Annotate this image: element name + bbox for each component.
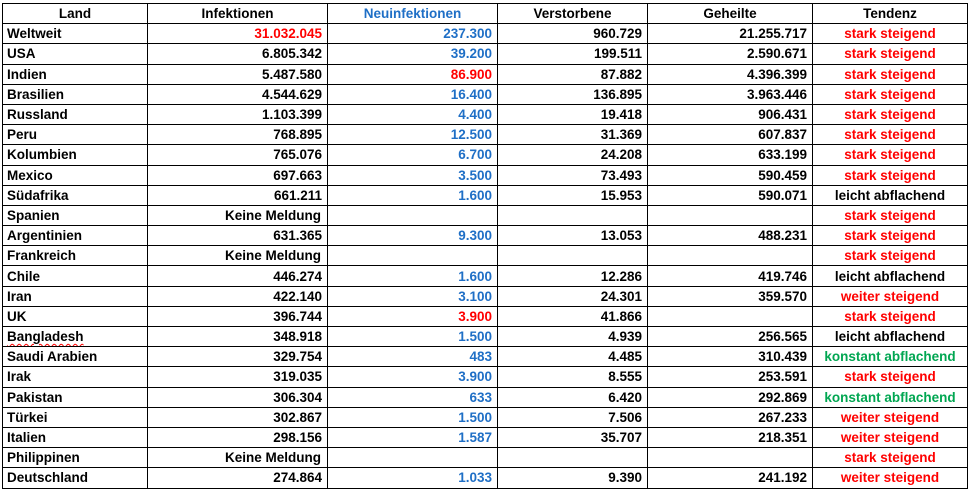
cell-verstorbene[interactable]: 15.953 [498,185,648,205]
cell-tendenz[interactable]: weiter steigend [813,407,968,427]
cell-land[interactable]: Iran [3,286,148,306]
cell-tendenz[interactable]: stark steigend [813,246,968,266]
header-tendenz[interactable]: Tendenz [813,4,968,24]
table-row [3,448,968,468]
cell-neuinfektionen[interactable] [328,448,498,468]
table-row [3,266,968,286]
cell-tendenz[interactable]: stark steigend [813,24,968,44]
cell-infektionen[interactable]: 31.032.045 [148,24,328,44]
cell-verstorbene[interactable]: 12.286 [498,266,648,286]
cell-neuinfektionen[interactable]: 6.700 [328,145,498,165]
cell-land-text: Bangladesh [7,329,84,345]
cell-verstorbene[interactable] [498,205,648,225]
table-row [3,407,968,427]
cell-infektionen[interactable]: 446.274 [148,266,328,286]
cell-tendenz[interactable]: weiter steigend [813,427,968,447]
cell-verstorbene[interactable]: 35.707 [498,427,648,447]
cell-neuinfektionen[interactable]: 3.900 [328,367,498,387]
cell-verstorbene[interactable] [498,246,648,266]
table-row [3,427,968,447]
cell-neuinfektionen[interactable]: 483 [328,347,498,367]
cell-geheilte[interactable]: 253.591 [648,367,813,387]
cell-neuinfektionen[interactable]: 3.900 [328,306,498,326]
cell-verstorbene[interactable]: 7.506 [498,407,648,427]
cell-neuinfektionen[interactable]: 1.587 [328,427,498,447]
table-row [3,286,968,306]
table-row [3,226,968,246]
cell-neuinfektionen[interactable]: 3.100 [328,286,498,306]
cell-verstorbene[interactable]: 199.511 [498,44,648,64]
table-row [3,165,968,185]
cell-geheilte[interactable]: 256.565 [648,327,813,347]
cell-infektionen[interactable]: 422.140 [148,286,328,306]
cell-verstorbene[interactable]: 19.418 [498,104,648,124]
cell-infektionen[interactable]: 329.754 [148,347,328,367]
cell-neuinfektionen[interactable]: 86.900 [328,64,498,84]
cell-land[interactable]: Pakistan [3,387,148,407]
table-row [3,306,968,326]
cell-neuinfektionen[interactable] [328,246,498,266]
cell-land[interactable]: Chile [3,266,148,286]
header-row [3,4,968,24]
cell-infektionen[interactable]: 6.805.342 [148,44,328,64]
table-row [3,24,968,44]
cell-infektionen[interactable]: 661.211 [148,185,328,205]
cell-land[interactable]: Irak [3,367,148,387]
cell-verstorbene[interactable]: 87.882 [498,64,648,84]
cell-infektionen[interactable]: 348.918 [148,327,328,347]
cell-tendenz[interactable]: stark steigend [813,367,968,387]
cell-infektionen[interactable]: 631.365 [148,226,328,246]
cell-tendenz[interactable]: weiter steigend [813,468,968,488]
cell-geheilte[interactable] [648,246,813,266]
table-row [3,387,968,407]
cell-verstorbene[interactable] [498,448,648,468]
cell-verstorbene[interactable]: 41.866 [498,306,648,326]
cell-tendenz[interactable]: stark steigend [813,145,968,165]
cell-geheilte[interactable]: 488.231 [648,226,813,246]
table-row [3,468,968,488]
cell-infektionen[interactable]: Keine Meldung [148,448,328,468]
cell-infektionen[interactable]: 768.895 [148,125,328,145]
table-row [3,347,968,367]
cell-tendenz[interactable]: leicht abflachend [813,327,968,347]
cell-infektionen[interactable]: 697.663 [148,165,328,185]
cell-tendenz[interactable]: stark steigend [813,205,968,225]
cell-geheilte[interactable]: 607.837 [648,125,813,145]
cell-geheilte[interactable]: 633.199 [648,145,813,165]
cell-infektionen[interactable]: 319.035 [148,367,328,387]
cell-verstorbene[interactable]: 13.053 [498,226,648,246]
cell-verstorbene[interactable]: 73.493 [498,165,648,185]
cell-land[interactable]: Philippinen [3,448,148,468]
cell-infektionen[interactable]: 4.544.629 [148,84,328,104]
header-verstorbene[interactable]: Verstorbene [498,4,648,24]
cell-tendenz[interactable]: leicht abflachend [813,266,968,286]
cell-tendenz[interactable]: stark steigend [813,165,968,185]
header-land[interactable]: Land [3,4,148,24]
table-row [3,246,968,266]
cell-neuinfektionen[interactable]: 3.500 [328,165,498,185]
table-row [3,104,968,124]
cell-geheilte[interactable]: 906.431 [648,104,813,124]
table-body [3,24,968,488]
table-row [3,64,968,84]
cell-land[interactable]: USA [3,44,148,64]
cell-tendenz[interactable]: konstant abflachend [813,347,968,367]
cell-infektionen[interactable]: 306.304 [148,387,328,407]
cell-land[interactable]: Weltweit [3,24,148,44]
cell-infektionen[interactable]: Keine Meldung [148,246,328,266]
cell-geheilte[interactable] [648,448,813,468]
cell-land[interactable]: Italien [3,427,148,447]
cell-tendenz[interactable]: stark steigend [813,84,968,104]
table-row [3,205,968,225]
cell-neuinfektionen[interactable]: 12.500 [328,125,498,145]
cell-tendenz[interactable]: stark steigend [813,226,968,246]
table-row [3,367,968,387]
cell-neuinfektionen[interactable]: 1.600 [328,185,498,205]
cell-land[interactable]: Spanien [3,205,148,225]
cell-geheilte[interactable]: 4.396.399 [648,64,813,84]
cell-geheilte[interactable]: 359.570 [648,286,813,306]
covid-statistics-table [2,3,968,489]
cell-geheilte[interactable]: 590.071 [648,185,813,205]
table-row [3,327,968,347]
cell-geheilte[interactable]: 292.869 [648,387,813,407]
cell-infektionen[interactable]: 298.156 [148,427,328,447]
cell-tendenz[interactable]: stark steigend [813,125,968,145]
cell-neuinfektionen[interactable]: 1.500 [328,407,498,427]
cell-verstorbene[interactable]: 136.895 [498,84,648,104]
cell-geheilte[interactable]: 241.192 [648,468,813,488]
table-row [3,125,968,145]
cell-neuinfektionen[interactable]: 16.400 [328,84,498,104]
cell-geheilte[interactable]: 419.746 [648,266,813,286]
cell-land[interactable]: Saudi Arabien [3,347,148,367]
cell-infektionen[interactable]: 5.487.580 [148,64,328,84]
cell-geheilte[interactable]: 21.255.717 [648,24,813,44]
cell-land[interactable]: Südafrika [3,185,148,205]
cell-land[interactable]: Türkei [3,407,148,427]
cell-infektionen[interactable]: Keine Meldung [148,205,328,225]
cell-verstorbene[interactable]: 9.390 [498,468,648,488]
cell-land[interactable]: Kolumbien [3,145,148,165]
table-row [3,145,968,165]
cell-verstorbene[interactable]: 31.369 [498,125,648,145]
cell-tendenz[interactable]: leicht abflachend [813,185,968,205]
cell-neuinfektionen[interactable]: 633 [328,387,498,407]
cell-tendenz[interactable]: stark steigend [813,64,968,84]
cell-land[interactable]: UK [3,306,148,326]
cell-neuinfektionen[interactable] [328,205,498,225]
cell-neuinfektionen[interactable]: 39.200 [328,44,498,64]
cell-land[interactable]: Deutschland [3,468,148,488]
cell-land[interactable]: Indien [3,64,148,84]
cell-neuinfektionen[interactable]: 1.500 [328,327,498,347]
cell-tendenz[interactable]: stark steigend [813,306,968,326]
cell-land[interactable]: Mexico [3,165,148,185]
cell-infektionen[interactable]: 302.867 [148,407,328,427]
cell-geheilte[interactable]: 2.590.671 [648,44,813,64]
cell-geheilte[interactable]: 590.459 [648,165,813,185]
cell-neuinfektionen[interactable]: 1.600 [328,266,498,286]
table-row [3,84,968,104]
cell-verstorbene[interactable]: 4.939 [498,327,648,347]
cell-tendenz[interactable]: stark steigend [813,44,968,64]
cell-land[interactable]: Peru [3,125,148,145]
cell-tendenz[interactable]: stark steigend [813,448,968,468]
header-neuinfektionen[interactable]: Neuinfektionen [328,4,498,24]
cell-infektionen[interactable]: 396.744 [148,306,328,326]
table-row [3,185,968,205]
cell-geheilte[interactable] [648,306,813,326]
cell-geheilte[interactable]: 218.351 [648,427,813,447]
cell-land[interactable]: Brasilien [3,84,148,104]
cell-infektionen[interactable]: 274.864 [148,468,328,488]
cell-verstorbene[interactable]: 4.485 [498,347,648,367]
cell-infektionen[interactable]: 765.076 [148,145,328,165]
table-row [3,44,968,64]
cell-land[interactable]: Russland [3,104,148,124]
cell-verstorbene[interactable]: 960.729 [498,24,648,44]
cell-neuinfektionen[interactable]: 9.300 [328,226,498,246]
cell-neuinfektionen[interactable]: 1.033 [328,468,498,488]
cell-verstorbene[interactable]: 24.208 [498,145,648,165]
cell-verstorbene[interactable]: 6.420 [498,387,648,407]
cell-land[interactable] [3,327,148,347]
cell-infektionen[interactable]: 1.103.399 [148,104,328,124]
header-infektionen[interactable]: Infektionen [148,4,328,24]
cell-tendenz[interactable]: weiter steigend [813,286,968,306]
spreadsheet [2,3,967,489]
cell-land[interactable]: Frankreich [3,246,148,266]
cell-geheilte[interactable] [648,205,813,225]
cell-verstorbene[interactable]: 24.301 [498,286,648,306]
cell-geheilte[interactable]: 3.963.446 [648,84,813,104]
cell-land[interactable]: Argentinien [3,226,148,246]
cell-tendenz[interactable]: konstant abflachend [813,387,968,407]
cell-verstorbene[interactable]: 8.555 [498,367,648,387]
header-geheilte[interactable]: Geheilte [648,4,813,24]
cell-geheilte[interactable]: 267.233 [648,407,813,427]
cell-neuinfektionen[interactable]: 237.300 [328,24,498,44]
cell-tendenz[interactable]: stark steigend [813,104,968,124]
cell-geheilte[interactable]: 310.439 [648,347,813,367]
cell-neuinfektionen[interactable]: 4.400 [328,104,498,124]
